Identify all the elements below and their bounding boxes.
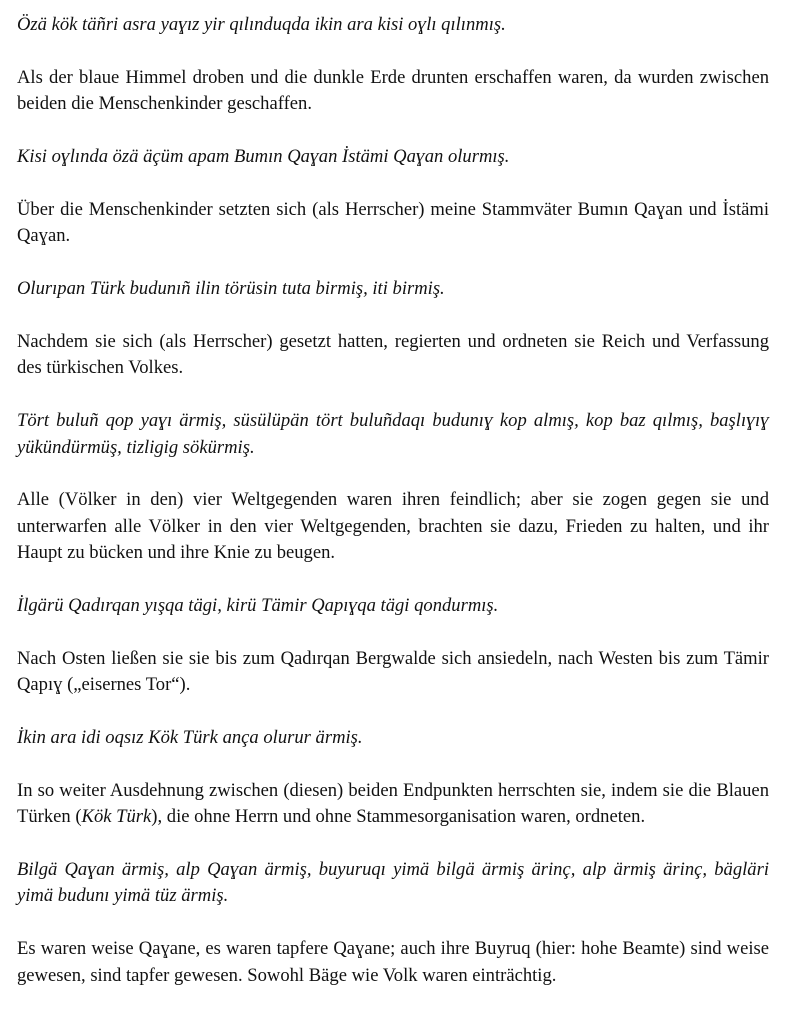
german-translation-6 [17, 778, 769, 831]
turkic-paragraph-4: Tört buluñ qop yaɣı ärmiş, süsülüpän tört buluñdaqı budunıɣ kop almış, kop baz qılmış, başlıɣıɣ yükündürmüş, tizligig sökürmiş. [17, 410, 769, 458]
german-translation-4: Alle (Völker in den) vier Weltgegenden waren ihren feindlich; aber sie zogen gegen sie und unterwarfen alle Völker in den vier Weltgegenden, brachten sie dazu, Frieden zu halten, und ihr Haupt zu bücken und ihre Knie zu beugen. [17, 489, 769, 564]
turkic-paragraph-1: Özä kök täñri asra yaɣız yir qılınduqda ikin ara kisi oɣlı qılınmış. [17, 14, 506, 35]
german-translation-3: Nachdem sie sich (als Herrscher) gesetzt hatten, regierten und ordneten sie Reich und Verfassung des türkischen Volkes. [17, 331, 769, 379]
german-translation-5: Nach Osten ließen sie sie bis zum Qadırqan Bergwalde sich ansiedeln, nach Westen bis zum Tämir Qapıɣ („eisernes Tor“). [17, 647, 769, 696]
german-translation-2: Über die Menschenkinder setzten sich (als Herrscher) meine Stammväter Bumın Qaɣan und İstämi Qaɣan. [17, 198, 769, 247]
turkic-paragraph-7: Bilgä Qaɣan ärmiş, alp Qaɣan ärmiş, buyuruqı yimä bilgä ärmiş ärinç, alp ärmiş ärinç, bägläri yimä budunı yimä tüz ärmiş. [17, 859, 769, 907]
turkic-paragraph-2: Kisi oɣlında özä äçüm apam Bumın Qaɣan İstämi Qaɣan olurmış. [17, 146, 510, 168]
document-page [17, 12, 769, 1015]
german-translation-6-after: ), die ohne Herrn und ohne Stammesorganisation waren, ordneten. [151, 806, 646, 828]
turkic-paragraph-3: Olurıpan Türk budunıñ ilin törüsin tuta birmiş, iti birmiş. [17, 278, 445, 300]
german-translation-6-before: In so weiter Ausdehnung zwischen (diesen) beiden Endpunkten herrschten sie, indem sie die Blauen Türken ( [17, 779, 769, 828]
turkic-paragraph-6: İkin ara idi oqsız Kök Türk ança olurur ärmiş. [17, 726, 363, 748]
turkic-paragraph-5: İlgärü Qadırqan yışqa tägi, kirü Tämir Qapıɣqa tägi qondurmış. [17, 594, 499, 616]
german-translation-7: Es waren weise Qaɣane, es waren tapfere Qaɣane; auch ihre Buyruq (hier: hohe Beamte) sind weise gewesen, sind tapfer gewesen. Sowohl Bäge wie Volk waren einträchtig. [17, 938, 769, 986]
german-translation-1: Als der blaue Himmel droben und die dunkle Erde drunten erschaffen waren, da wurden zwischen beiden die Menschenkinder geschaffen. [17, 66, 769, 115]
kok-turk-italic-term: Kök Türk [81, 806, 152, 828]
